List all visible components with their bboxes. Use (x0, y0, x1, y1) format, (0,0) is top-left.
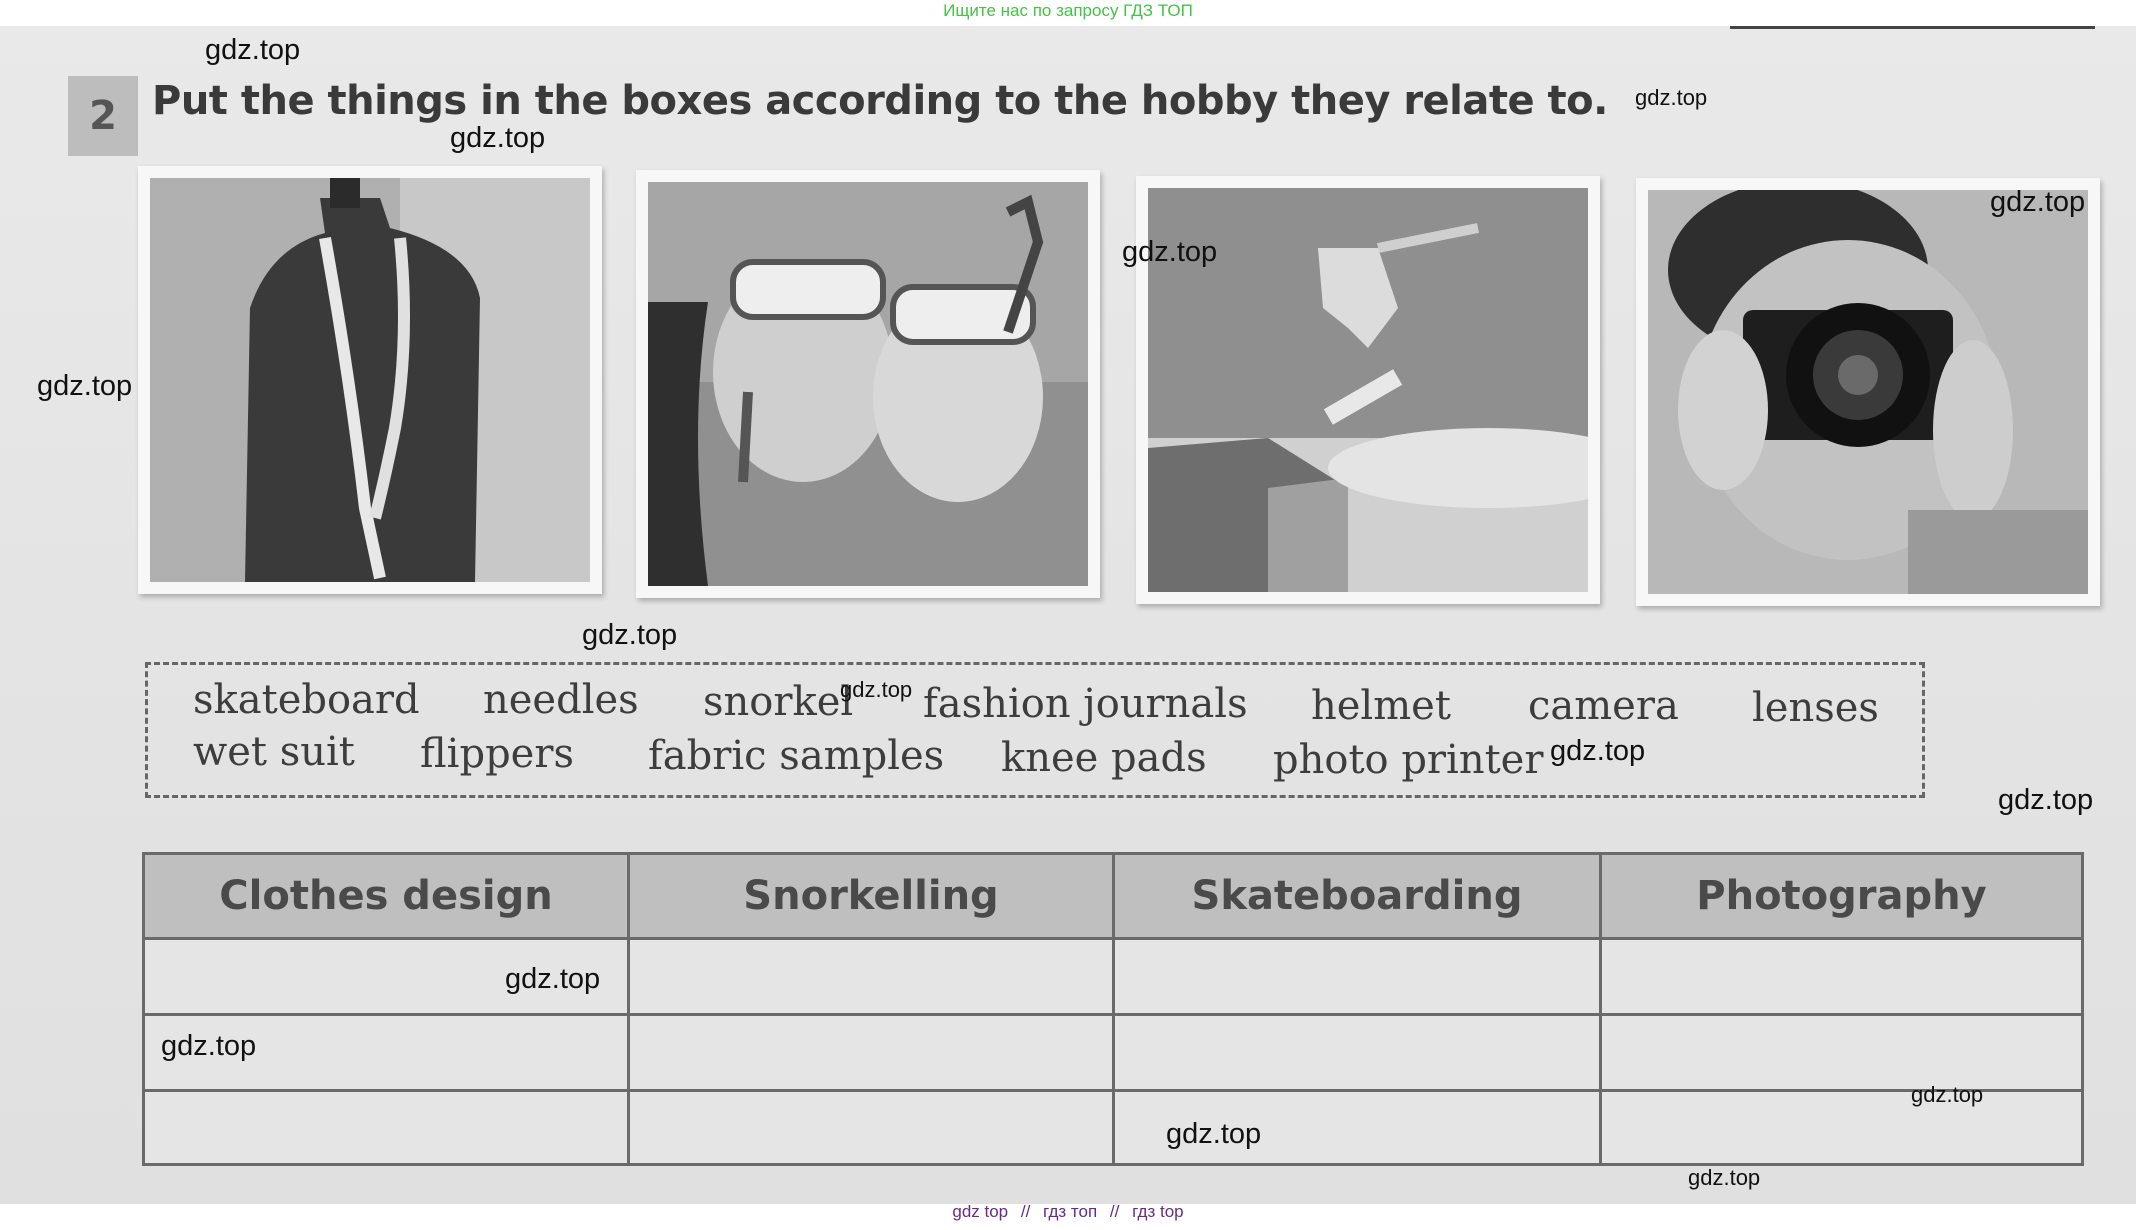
bottom-link[interactable]: гдз top (1132, 1202, 1184, 1221)
word-item: fabric samples (648, 733, 945, 779)
word-item: flippers (420, 731, 575, 777)
bottom-link[interactable]: gdz top (952, 1202, 1009, 1221)
workbook-page (0, 26, 2136, 1204)
answer-cell[interactable] (1602, 1016, 2081, 1089)
header-clothes-design: Clothes design (145, 855, 627, 937)
hobby-table (142, 852, 2084, 1166)
word-item: snorkel (703, 679, 854, 725)
word-item: helmet (1311, 683, 1451, 729)
link-separator: // (1109, 1202, 1120, 1221)
top-rule (1730, 26, 2095, 29)
answer-cell[interactable] (630, 1016, 1112, 1089)
watermark: gdz.top (505, 963, 601, 995)
answer-cell[interactable] (1602, 940, 2081, 1013)
watermark: gdz.top (1550, 735, 1646, 767)
word-item: photo printer (1273, 737, 1544, 783)
top-banner: Ищите нас по запросу ГДЗ ТОП (943, 1, 1193, 20)
bottom-links (0, 1202, 2136, 1222)
watermark: gdz.top (1990, 186, 2086, 218)
word-item: lenses (1752, 685, 1879, 731)
answer-cell[interactable] (1115, 1016, 1599, 1089)
header-photography: Photography (1602, 855, 2081, 937)
word-bank (145, 662, 1925, 798)
answer-cell[interactable] (630, 940, 1112, 1013)
watermark: gdz.top (161, 1030, 257, 1062)
watermark: gdz.top (1911, 1082, 1984, 1107)
answer-cell[interactable] (1602, 1092, 2081, 1163)
bottom-link[interactable]: гдз топ (1043, 1202, 1098, 1221)
watermark: gdz.top (582, 619, 678, 651)
watermark: gdz.top (1166, 1118, 1262, 1150)
word-item: knee pads (1001, 735, 1207, 781)
watermark: gdz.top (205, 34, 301, 66)
word-item: fashion journals (923, 681, 1248, 727)
exercise-number: 2 (68, 76, 138, 156)
watermark: gdz.top (450, 122, 546, 154)
word-item: camera (1528, 683, 1679, 729)
word-item: skateboard (193, 677, 420, 723)
exercise-instruction: Put the things in the boxes according to the hobby they relate to. (152, 78, 1608, 124)
header-skateboarding: Skateboarding (1115, 855, 1599, 937)
answer-cell[interactable] (1115, 940, 1599, 1013)
watermark: gdz.top (1688, 1165, 1761, 1190)
watermark: gdz.top (840, 677, 913, 702)
watermark: gdz.top (37, 370, 133, 402)
word-item: wet suit (193, 729, 355, 775)
watermark: gdz.top (1635, 85, 1708, 110)
photo-dress-form (138, 166, 602, 594)
watermark: gdz.top (1998, 784, 2094, 816)
photo-photographer (1636, 178, 2100, 606)
watermark: gdz.top (1122, 236, 1218, 268)
answer-cell[interactable] (145, 1092, 627, 1163)
answer-cell[interactable] (630, 1092, 1112, 1163)
word-item: needles (483, 677, 639, 723)
photo-snorkel (636, 170, 1100, 598)
header-snorkelling: Snorkelling (630, 855, 1112, 937)
link-separator: // (1020, 1202, 1031, 1221)
